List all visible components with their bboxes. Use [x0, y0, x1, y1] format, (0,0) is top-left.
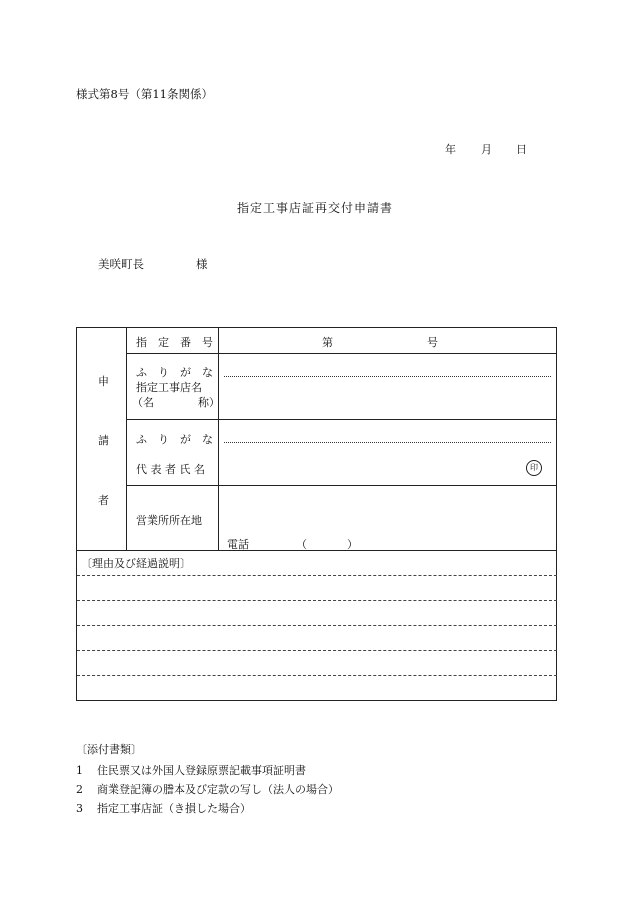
phone-paren-close: ）	[347, 538, 358, 551]
col-divider-right	[218, 328, 219, 550]
office-address-label: 営業所所在地	[136, 514, 202, 527]
number-suffix: 号	[427, 336, 438, 349]
reason-label: 〔理由及び経過説明〕	[81, 557, 191, 570]
attachment-item	[76, 781, 339, 797]
furigana-label: ふ り が な	[136, 366, 213, 379]
attachment-text: 住民票又は外国人登録原票記載事項証明書	[97, 764, 306, 777]
date-month: 月	[481, 143, 492, 156]
phone-label: 電話	[227, 538, 249, 551]
row-divider	[126, 419, 557, 420]
reason-dashed-line	[77, 650, 557, 651]
attachment-number: 1	[76, 764, 83, 777]
store-name-sub-label: （名 称）	[132, 396, 220, 409]
attachment-number: 3	[76, 802, 83, 815]
reason-dashed-line	[77, 600, 557, 601]
applicant-char: 申	[98, 375, 109, 388]
seal-icon: 印	[526, 460, 542, 476]
row-divider	[126, 485, 557, 486]
attachment-item	[76, 800, 251, 816]
attachment-text: 商業登記簿の謄本及び定款の写し（法人の場合）	[97, 783, 339, 796]
rep-furigana-label: ふ り が な	[136, 433, 213, 446]
rep-name-label: 代 表 者 氏 名	[136, 463, 205, 476]
phone-paren-open: （	[296, 538, 307, 551]
addressee-honorific: 様	[196, 257, 208, 271]
reason-dashed-line	[77, 575, 557, 576]
date-day: 日	[516, 143, 527, 156]
attachments-header: 〔添付書類〕	[76, 743, 142, 756]
store-name-label: 指定工事店名	[136, 381, 202, 394]
date-year: 年	[445, 143, 456, 156]
row-divider	[126, 353, 557, 354]
applicant-char: 者	[98, 494, 109, 507]
attachment-text: 指定工事店証（き損した場合）	[97, 802, 251, 815]
addressee-name: 美咲町長	[98, 257, 144, 271]
application-form-table	[76, 327, 557, 701]
attachment-number: 2	[76, 783, 83, 796]
number-prefix: 第	[322, 336, 333, 349]
row-divider	[77, 550, 557, 551]
reason-dashed-line	[77, 625, 557, 626]
designation-number-label: 指 定 番 号	[136, 336, 213, 349]
furigana-dotted-line	[224, 376, 551, 377]
applicant-char: 請	[98, 434, 109, 447]
attachment-item	[76, 762, 306, 778]
reason-dashed-line	[77, 675, 557, 676]
col-divider-left	[126, 328, 127, 550]
rep-furigana-dotted-line	[224, 442, 551, 443]
form-number-label: 様式第8号（第11条関係）	[76, 87, 213, 101]
document-title: 指定工事店証再交付申請書	[236, 201, 393, 215]
